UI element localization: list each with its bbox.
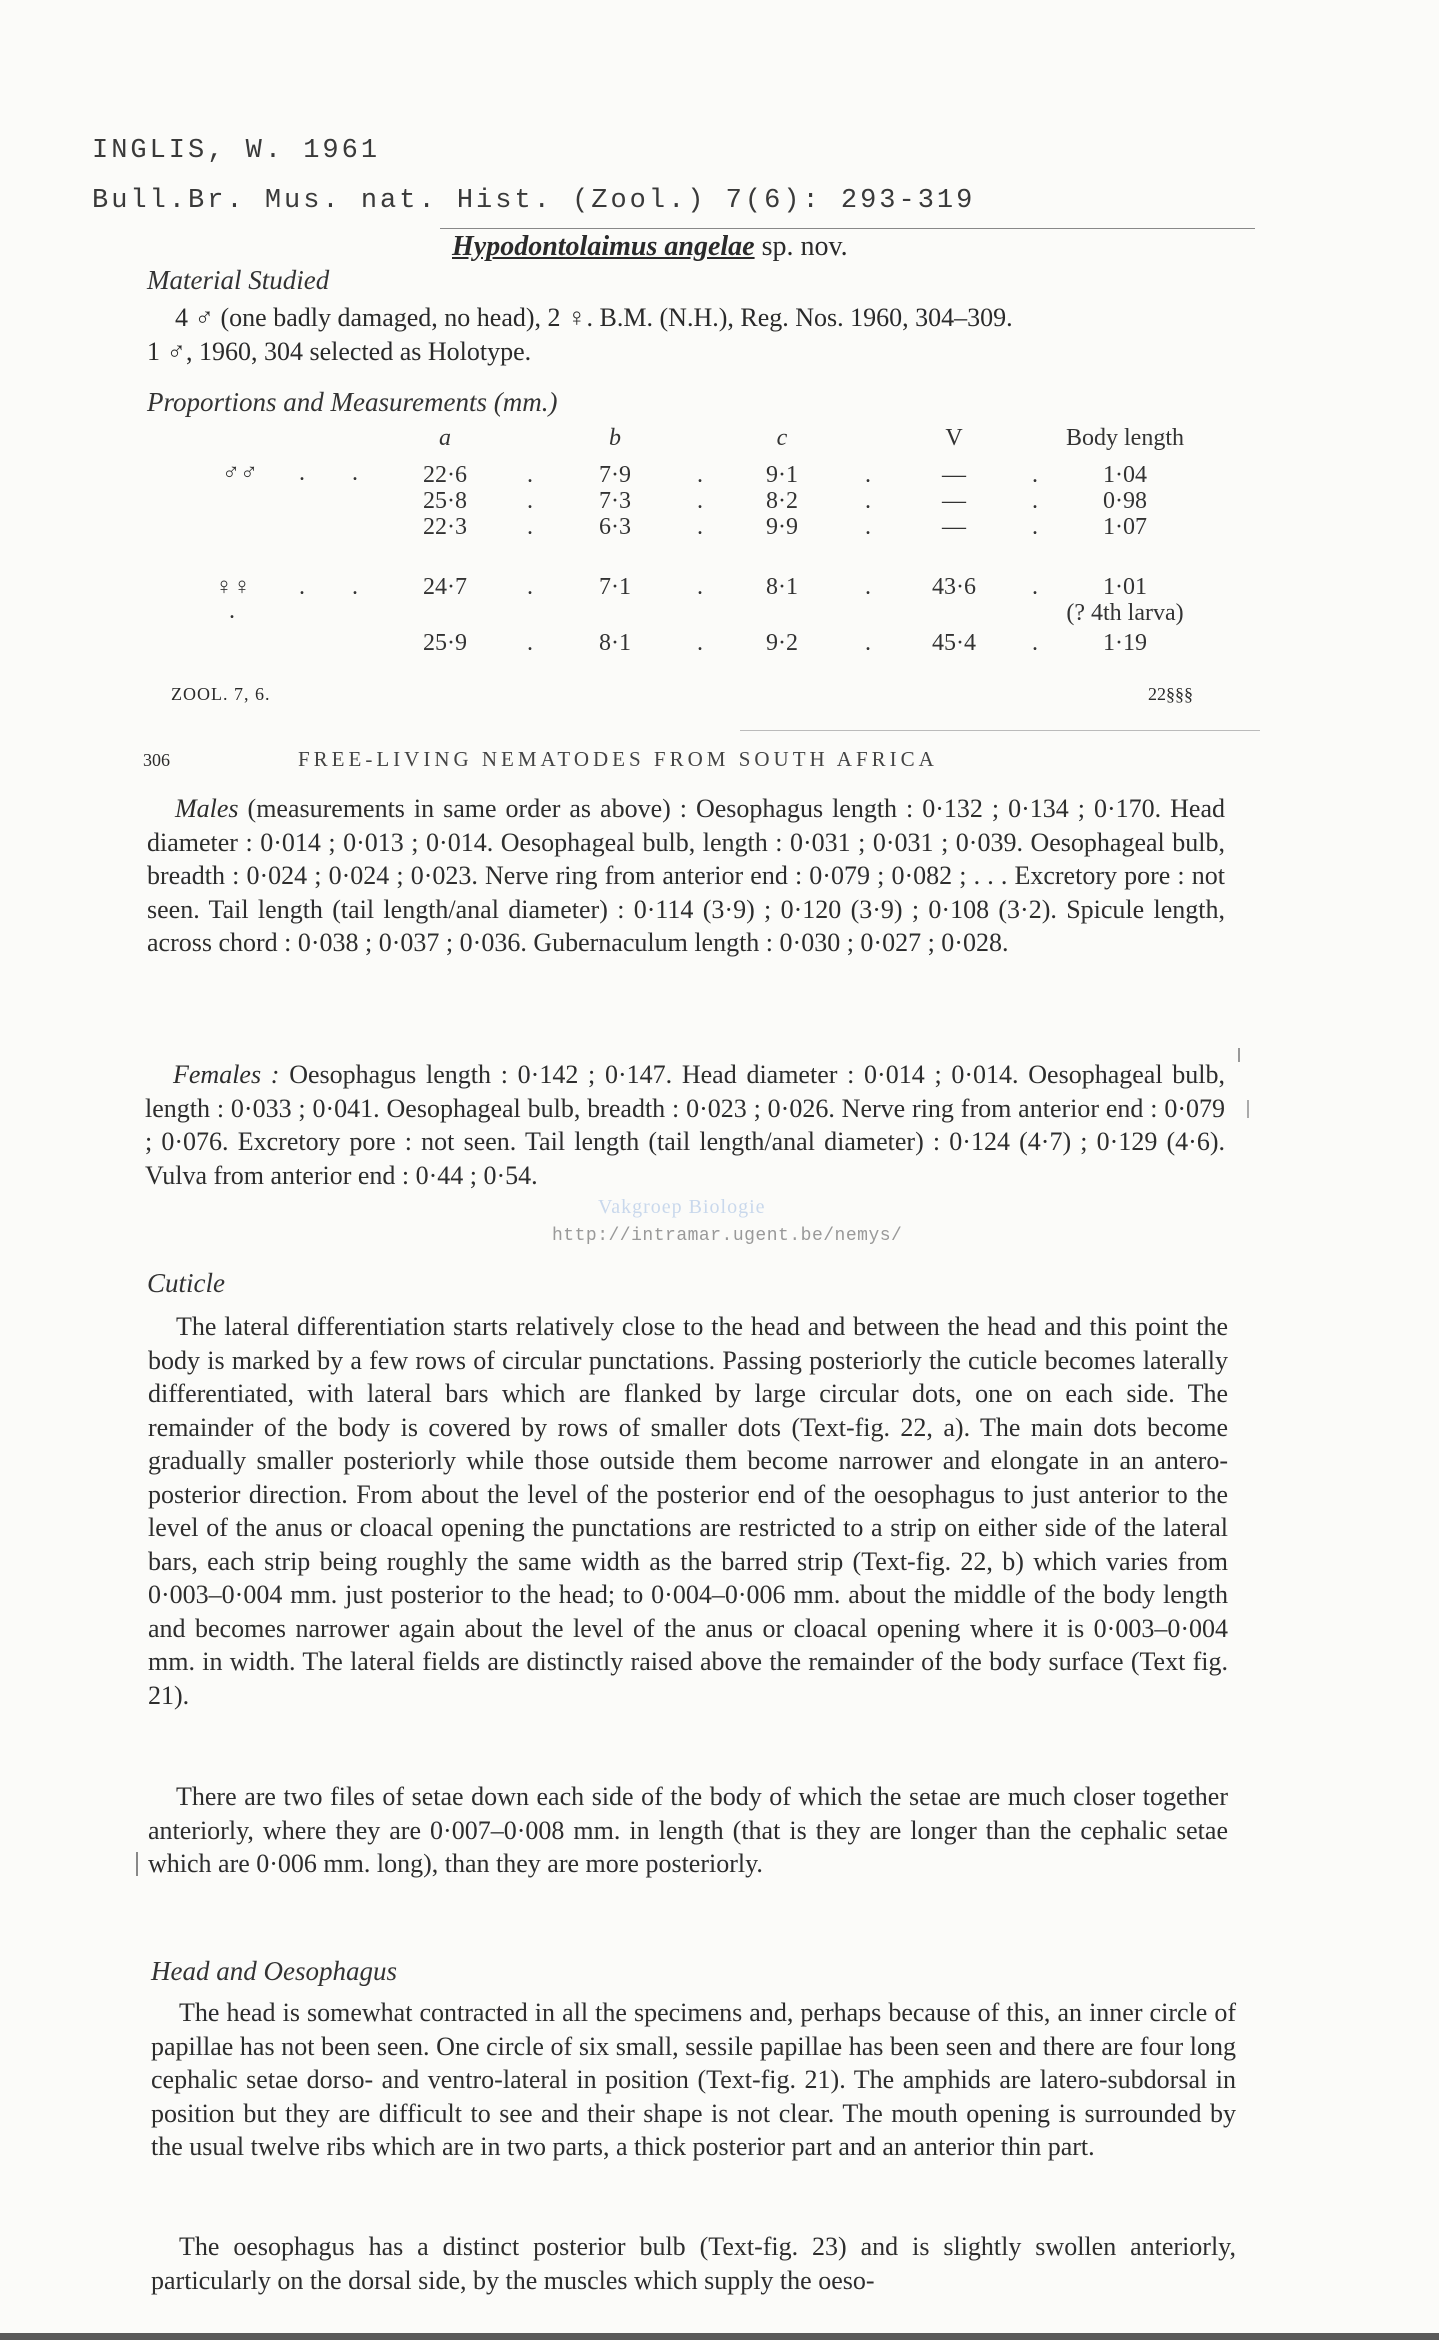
table-cell: — <box>942 514 966 540</box>
table-cell: 45·4 <box>932 630 976 656</box>
measurements-table <box>0 0 1439 720</box>
leader-dot: . <box>697 488 703 514</box>
table-cell: 25·9 <box>423 630 467 656</box>
material-line-2: 1 ♂, 1960, 304 selected as Holotype. <box>147 337 532 366</box>
leader-dot: . <box>352 460 358 486</box>
col-header-b: b <box>609 425 621 451</box>
table-cell: 7·1 <box>599 574 631 600</box>
page-number: 306 <box>143 750 170 770</box>
table-cell: 1·19 <box>1103 630 1147 656</box>
footer-left: ZOOL. 7, 6. <box>171 684 271 704</box>
females-paragraph <box>145 1058 1225 1192</box>
leader-dot: . <box>865 488 871 514</box>
table-cell: 1·04 <box>1103 462 1147 488</box>
table-cell: 8·2 <box>766 488 798 514</box>
species-suffix: sp. nov. <box>754 231 848 262</box>
table-cell: 7·9 <box>599 462 631 488</box>
table-cell: 22·6 <box>423 462 467 488</box>
table-cell: 0·98 <box>1103 488 1147 514</box>
col-header-a: a <box>439 425 451 451</box>
table-cell: — <box>942 488 966 514</box>
col-header-v: V <box>945 425 963 451</box>
scan-bottom-edge <box>0 2333 1439 2340</box>
table-cell: 1·01 <box>1103 574 1147 600</box>
material-heading: Material Studied <box>147 265 330 295</box>
leader-dot: . <box>352 574 358 600</box>
table-cell: 43·6 <box>932 574 976 600</box>
scan-mark <box>1238 1048 1240 1062</box>
leader-dot: . <box>697 574 703 600</box>
table-cell: — <box>942 462 966 488</box>
table-cell: 7·3 <box>599 488 631 514</box>
table-cell: 22·3 <box>423 514 467 540</box>
females-label: ♀♀ <box>215 574 251 600</box>
leader-dot: . <box>299 574 305 600</box>
males-label: ♂♂ <box>222 460 258 486</box>
leader-dot: . <box>697 630 703 656</box>
leader-dot: . <box>299 460 305 486</box>
proportions-heading: Proportions and Measurements (mm.) <box>147 387 558 417</box>
larva-note: (? 4th larva) <box>1066 600 1184 626</box>
table-cell: 8·1 <box>599 630 631 656</box>
leader-dot: . <box>1032 514 1038 540</box>
leader-dot: . <box>865 462 871 488</box>
table-cell: 6·3 <box>599 514 631 540</box>
head-paragraph-1: The head is somewhat contracted in all the specimens and, perhaps because of this, an inner circle of papillae has not been seen. One circle of six small, sessile papillae has been seen and there are four long cephalic setae dorso- and ventro-lateral in position (Text-fig. 21). The amphids are latero-subdorsal in position but they are difficult to see and their shape is not clear. The mouth opening is surrounded by the usual twelve ribs which are in two parts, a thick posterior part and an anterior thin part. <box>151 1998 1236 2161</box>
females-label-text: Females : <box>173 1060 280 1089</box>
running-title: FREE-LIVING NEMATODES FROM SOUTH AFRICA <box>298 747 938 771</box>
table-cell: 1·07 <box>1103 514 1147 540</box>
leader-dot: . <box>1032 574 1038 600</box>
males-text: (measurements in same order as above) : Oesophagus length : 0·132 ; 0·134 ; 0·170. Head diameter : 0·014 ; 0·013 ; 0·014. Oesophageal bulb, length : 0·031 ; 0·031 ; 0·039. Oesophageal bulb, breadth : 0·024 ; 0·024 ; 0·023. Nerve ring from anterior end : 0·079 ; 0·082 ; . . . Excretory pore : not seen. Tail length (tail length/anal diameter) : 0·114 (3·9) ; 0·120 (3·9) ; 0·108 (3·2). Spicule length, across chord : 0·038 ; 0·037 ; 0·036. Gubernaculum length : 0·030 ; 0·027 ; 0·028. <box>147 794 1225 957</box>
scan-mark <box>136 1852 138 1876</box>
col-header-body-length: Body length <box>1066 425 1184 451</box>
males-paragraph <box>147 792 1225 960</box>
leader-dot: . <box>527 514 533 540</box>
females-text: Oesophagus length : 0·142 ; 0·147. Head diameter : 0·014 ; 0·014. Oesophageal bulb, length : 0·033 ; 0·041. Oesophageal bulb, breadth : 0·023 ; 0·026. Nerve ring from anterior end : 0·079 ; 0·076. Excretory pore : not seen. Tail length (tail length/anal diameter) : 0·124 (4·7) ; 0·129 (4·6). Vulva from anterior end : 0·44 ; 0·54. <box>145 1060 1225 1190</box>
citation-journal: Bull.Br. Mus. nat. Hist. (Zool.) 7(6): 293-319 <box>92 186 976 216</box>
leader-dot: . <box>527 574 533 600</box>
leader-dot: . <box>527 462 533 488</box>
table-cell: 9·1 <box>766 462 798 488</box>
cuticle-heading: Cuticle <box>147 1268 225 1298</box>
stray-dot: . <box>229 598 235 624</box>
citation-author-year: INGLIS, W. 1961 <box>92 136 381 166</box>
leader-dot: . <box>865 514 871 540</box>
leader-dot: . <box>527 630 533 656</box>
leader-dot: . <box>697 462 703 488</box>
leader-dot: . <box>1032 488 1038 514</box>
species-name: Hypodontolaimus angelae <box>452 231 755 262</box>
footer-right: 22§§§ <box>1148 684 1193 704</box>
table-cell: 24·7 <box>423 574 467 600</box>
table-cell: 9·9 <box>766 514 798 540</box>
leader-dot: . <box>1032 462 1038 488</box>
col-header-c: c <box>776 425 788 451</box>
watermark-org: Vakgroep Biologie <box>598 1196 766 1218</box>
table-cell: 9·2 <box>766 630 798 656</box>
scan-mark <box>1247 1100 1249 1118</box>
head-paragraph-2: The oesophagus has a distinct posterior bulb (Text-fig. 23) and is slightly swollen anteriorly, particularly on the dorsal side, by the muscles which supply the oeso- <box>151 2232 1236 2295</box>
males-label-text: Males <box>175 794 239 823</box>
table-cell: 8·1 <box>766 574 798 600</box>
leader-dot: . <box>865 630 871 656</box>
cuticle-paragraph-1: The lateral differentiation starts relatively close to the head and between the head and this point the body is marked by a few rows of circular punctations. Passing posteriorly the cuticle becomes laterally differentiated, with lateral bars which are flanked by large circular dots, one on each side. The remainder of the body is covered by rows of smaller dots (Text-fig. 22, a). The main dots become gradually smaller posteriorly while those outside them become narrower and elongate in an antero-posterior direction. From about the level of the posterior end of the oesophagus to just anterior to the level of the anus or cloacal opening the punctations are restricted to a strip on either side of the lateral bars, each strip being roughly the same width as the barred strip (Text-fig. 22, b) which varies from 0·003–0·004 mm. just posterior to the head; to 0·004–0·006 mm. about the middle of the body length and becomes narrower again about the level of the anus or cloacal opening where it is 0·003–0·004 mm. in width. The lateral fields are distinctly raised above the remainder of the body surface (Text fig. 21). <box>148 1312 1228 1710</box>
watermark-url: http://intramar.ugent.be/nemys/ <box>552 1226 903 1246</box>
leader-dot: . <box>865 574 871 600</box>
page-separator <box>740 730 1260 731</box>
leader-dot: . <box>1032 630 1038 656</box>
leader-dot: . <box>697 514 703 540</box>
material-line-1: 4 ♂ (one badly damaged, no head), 2 ♀. B.M. (N.H.), Reg. Nos. 1960, 304–309. <box>175 303 1013 332</box>
leader-dot: . <box>527 488 533 514</box>
table-cell: 25·8 <box>423 488 467 514</box>
cuticle-paragraph-2: There are two files of setae down each side of the body of which the setae are much closer together anteriorly, where they are 0·007–0·008 mm. in length (that is they are longer than the cephalic setae which are 0·006 mm. long), than they are more posteriorly. <box>148 1782 1228 1878</box>
head-heading: Head and Oesophagus <box>151 1956 397 1986</box>
